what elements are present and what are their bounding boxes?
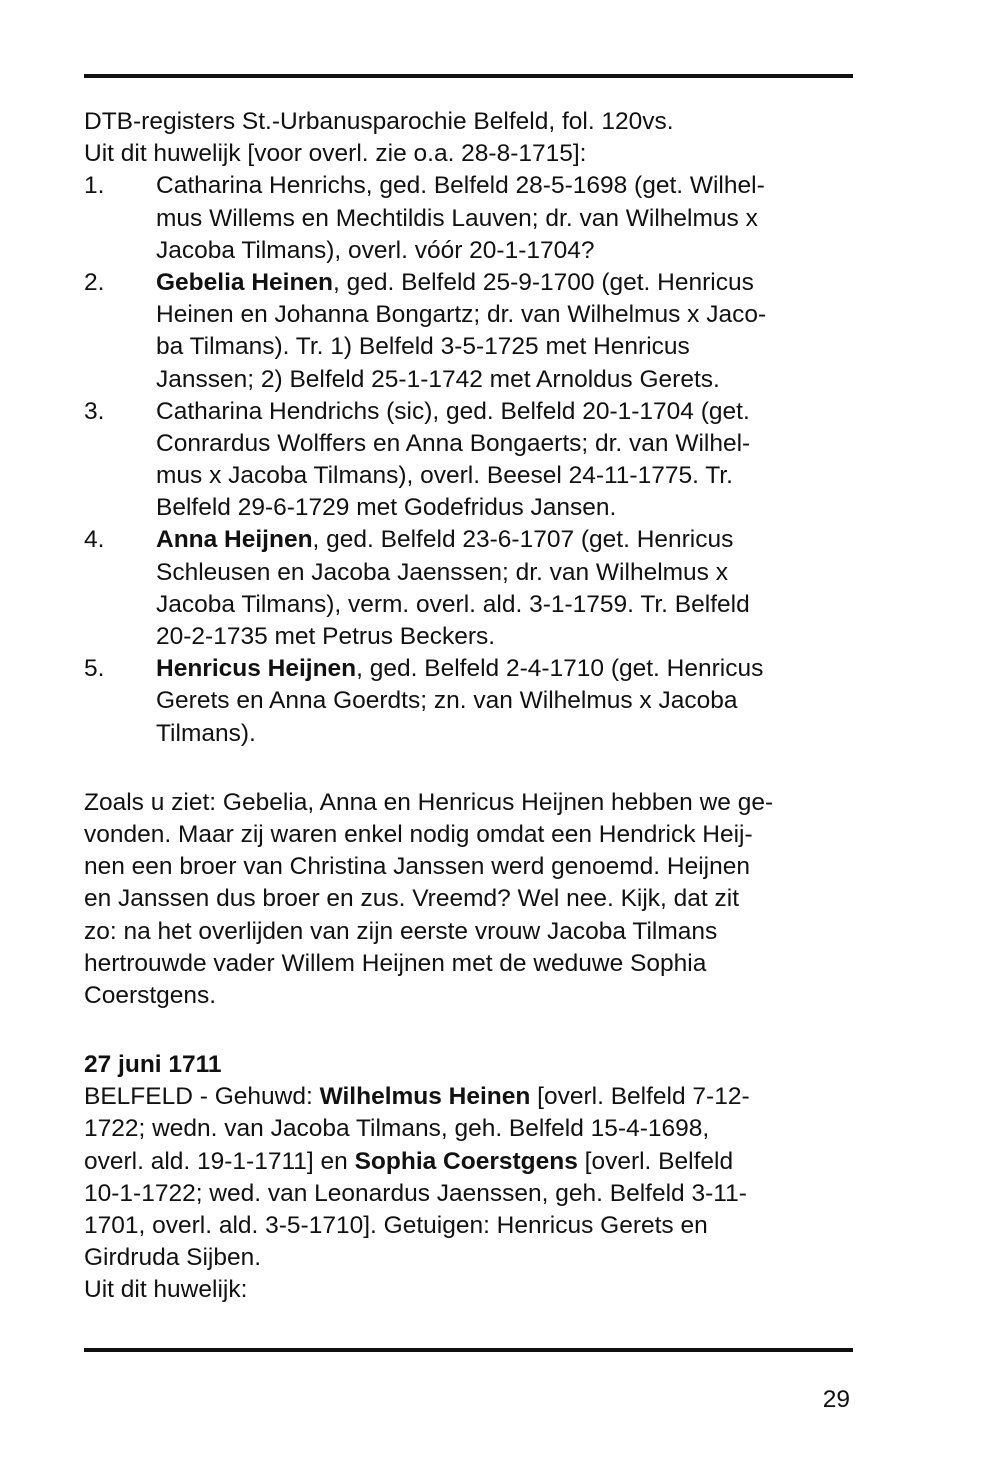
record-line: 10-1-1722; wed. van Leonardus Jaenssen, geh. Belfeld 3-11-: [84, 1179, 747, 1207]
marriage-record: [84, 1049, 853, 1307]
entry-line: mus Willems en Mechtildis Lauven; dr. van Wilhelmus x: [156, 204, 758, 232]
entry-line: Catharina Henrichs, ged. Belfeld 28-5-1698 (get. Wilhel-: [156, 172, 765, 200]
bottom-rule: [84, 1348, 853, 1352]
groom-name: Wilhelmus Heinen: [319, 1083, 531, 1111]
record-line: 1701, overl. ald. 3-5-1710]. Getuigen: Henricus Gerets en: [84, 1212, 708, 1239]
entry-line: Gerets en Anna Goerdts; zn. van Wilhelmus x Jacoba: [156, 687, 738, 715]
entry-number: 1.: [84, 172, 105, 200]
page-number: 29: [822, 1386, 850, 1413]
entry-line: Catharina Hendrichs (sic), ged. Belfeld 20-1-1704 (get.: [156, 397, 750, 425]
entry-line: Gebelia Heinen, ged. Belfeld 25-9-1700 (get. Henricus: [156, 268, 754, 296]
child-name: Gebelia Heinen: [156, 268, 334, 296]
entry-line: ba Tilmans). Tr. 1) Belfeld 3-5-1725 met Henricus: [156, 333, 690, 361]
paragraph-line: en Janssen dus broer en zus. Vreemd? Wel nee. Kijk, dat zit: [84, 885, 740, 913]
paragraph-line: Coerstgens.: [84, 981, 217, 1009]
page-body: [84, 106, 853, 1307]
entry-number: 2.: [84, 268, 105, 296]
paragraph-line: nen een broer van Christina Janssen werd genoemd. Heijnen: [84, 853, 750, 881]
entry-line: Janssen; 2) Belfeld 25-1-1742 met Arnoldus Gerets.: [156, 365, 720, 393]
entry-line: Heinen en Johanna Bongartz; dr. van Wilhelmus x Jaco-: [156, 301, 767, 329]
entry-line: Conrardus Wolffers en Anna Bongaerts; dr. van Wilhel-: [156, 429, 751, 457]
entry-line: Belfeld 29-6-1729 met Godefridus Jansen.: [156, 494, 617, 522]
entry-line: Henricus Heijnen, ged. Belfeld 2-4-1710 (get. Henricus: [156, 655, 764, 683]
commentary-paragraph: [84, 787, 853, 1012]
paragraph-line: vonden. Maar zij waren enkel nodig omdat een Hendrick Heij-: [84, 820, 753, 848]
top-rule: [84, 74, 853, 78]
paragraph-line: Zoals u ziet: Gebelia, Anna en Henricus Heijnen hebben we ge-: [84, 788, 774, 816]
entry-line: Jacoba Tilmans), overl. vóór 20-1-1704?: [156, 236, 595, 264]
entry-number: 3.: [84, 397, 105, 425]
child-entry-5: [84, 653, 853, 750]
bride-name: Sophia Coerstgens: [354, 1147, 578, 1175]
record-line: Girdruda Sijben.: [84, 1244, 262, 1272]
entry-line: mus x Jacoba Tilmans), overl. Beesel 24-11-1775. Tr.: [156, 462, 733, 490]
paragraph-line: zo: na het overlijden van zijn eerste vrouw Jacoba Tilmans: [84, 917, 718, 945]
child-entry-4: [84, 524, 853, 653]
paragraph-line: hertrouwde vader Willem Heijnen met de weduwe Sophia: [84, 949, 707, 977]
record-line: overl. ald. 19-1-1711] en Sophia Coerstgens [overl. Belfeld: [84, 1147, 734, 1175]
record-line: BELFELD - Gehuwd: Wilhelmus Heinen [overl. Belfeld 7-12-: [84, 1083, 750, 1111]
child-name: Anna Heijnen: [156, 526, 313, 554]
child-entry-1: [84, 170, 853, 267]
child-entry-3: [84, 396, 853, 525]
entry-line: 20-2-1735 met Petrus Beckers.: [156, 623, 496, 650]
entry-line: Tilmans).: [156, 719, 256, 747]
record-line: Uit dit huwelijk:: [84, 1276, 248, 1304]
child-name: Henricus Heijnen: [156, 655, 357, 683]
record-line: 1722; wedn. van Jacoba Tilmans, geh. Belfeld 15-4-1698,: [84, 1115, 710, 1143]
entry-line: Schleusen en Jacoba Jaenssen; dr. van Wilhelmus x: [156, 558, 728, 586]
children-intro: Uit dit huwelijk [voor overl. zie o.a. 28-8-1715]:: [84, 140, 587, 168]
entry-number: 5.: [84, 655, 105, 683]
entry-line: Anna Heijnen, ged. Belfeld 23-6-1707 (get. Henricus: [156, 526, 734, 554]
entry-number: 4.: [84, 526, 105, 554]
entry-line: Jacoba Tilmans), verm. overl. ald. 3-1-1759. Tr. Belfeld: [156, 590, 750, 618]
date-heading: 27 juni 1711: [84, 1051, 222, 1079]
source-reference: DTB-registers St.-Urbanusparochie Belfeld, fol. 120vs.: [84, 108, 674, 135]
child-entry-2: [84, 267, 853, 396]
